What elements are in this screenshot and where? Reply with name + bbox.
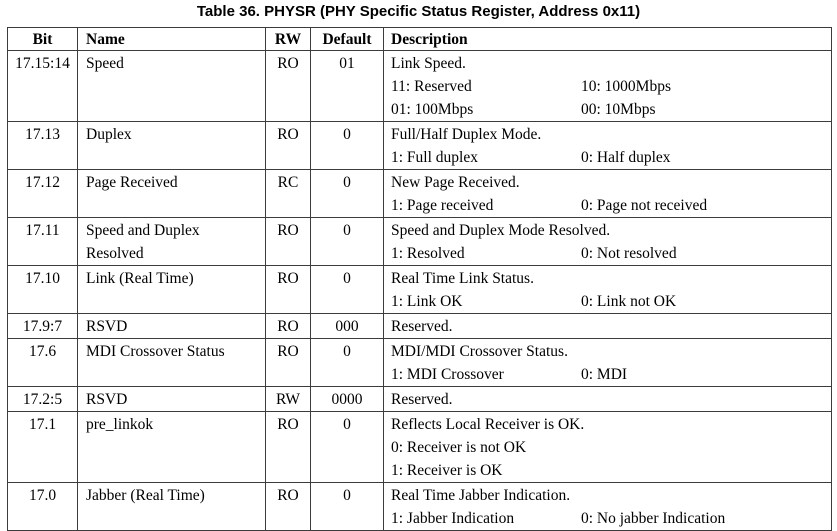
name-cell: RSVD bbox=[78, 314, 266, 339]
default-cell: 01 bbox=[311, 51, 384, 122]
description-line: Reserved. bbox=[391, 318, 453, 335]
register-table bbox=[7, 27, 832, 531]
default-cell: 0000 bbox=[311, 387, 384, 412]
description-line: Reserved. bbox=[391, 391, 453, 408]
default-cell: 0 bbox=[311, 122, 384, 170]
rw-cell: RO bbox=[266, 51, 311, 122]
table-row bbox=[8, 339, 832, 387]
name-cell: Speed and Duplex Resolved bbox=[78, 218, 266, 266]
rw-cell: RO bbox=[266, 339, 311, 387]
description-line: Full/Half Duplex Mode. bbox=[391, 126, 542, 143]
rw-cell: RO bbox=[266, 122, 311, 170]
rw-cell: RO bbox=[266, 218, 311, 266]
table-row bbox=[8, 483, 832, 531]
description-line: Link Speed. bbox=[391, 55, 466, 72]
description-line: 11: Reserved 10: 1000Mbps bbox=[391, 78, 671, 95]
bit-cell: 17.11 bbox=[8, 218, 78, 266]
description-cell bbox=[384, 218, 832, 266]
description-line: 1: MDI Crossover 0: MDI bbox=[391, 366, 628, 383]
description-line: Real Time Link Status. bbox=[391, 270, 534, 287]
description-line: 01: 100Mbps 00: 10Mbps bbox=[391, 101, 656, 118]
bit-cell: 17.0 bbox=[8, 483, 78, 531]
description-line: 0: Receiver is not OK bbox=[391, 439, 527, 456]
description-line: MDI/MDI Crossover Status. bbox=[391, 343, 568, 360]
description-cell bbox=[384, 412, 832, 483]
description-line: 1: Resolved 0: Not resolved bbox=[391, 245, 677, 262]
name-cell: MDI Crossover Status bbox=[78, 339, 266, 387]
rw-cell: RO bbox=[266, 314, 311, 339]
rw-cell: RC bbox=[266, 170, 311, 218]
bit-cell: 17.9:7 bbox=[8, 314, 78, 339]
bit-cell: 17.1 bbox=[8, 412, 78, 483]
bit-cell: 17.6 bbox=[8, 339, 78, 387]
table-row bbox=[8, 170, 832, 218]
description-cell bbox=[384, 339, 832, 387]
name-cell: pre_linkok bbox=[78, 412, 266, 483]
table-row bbox=[8, 314, 832, 339]
bit-cell: 17.13 bbox=[8, 122, 78, 170]
bit-cell: 17.10 bbox=[8, 266, 78, 314]
bit-cell: 17.15:14 bbox=[8, 51, 78, 122]
name-cell: RSVD bbox=[78, 387, 266, 412]
description-line: 1: Jabber Indication 0: No jabber Indication bbox=[391, 510, 726, 527]
description-cell bbox=[384, 122, 832, 170]
description-cell bbox=[384, 51, 832, 122]
default-cell: 000 bbox=[311, 314, 384, 339]
name-cell: Speed bbox=[78, 51, 266, 122]
description-line: Speed and Duplex Mode Resolved. bbox=[391, 222, 611, 239]
description-line: 1: Receiver is OK bbox=[391, 462, 503, 479]
description-line: Real Time Jabber Indication. bbox=[391, 487, 571, 504]
default-cell: 0 bbox=[311, 339, 384, 387]
description-line: 1: Link OK 0: Link not OK bbox=[391, 293, 677, 310]
table-row bbox=[8, 266, 832, 314]
rw-cell: RO bbox=[266, 266, 311, 314]
name-cell: Page Received bbox=[78, 170, 266, 218]
column-header-description: Description bbox=[384, 28, 832, 51]
description-line: 1: Page received 0: Page not received bbox=[391, 197, 708, 214]
default-cell: 0 bbox=[311, 266, 384, 314]
description-cell bbox=[384, 483, 832, 531]
description-cell bbox=[384, 387, 832, 412]
table-caption: Table 36. PHYSR (PHY Specific Status Register, Address 0x11) bbox=[196, 3, 641, 20]
description-line: New Page Received. bbox=[391, 174, 520, 191]
bit-cell: 17.2:5 bbox=[8, 387, 78, 412]
bit-cell: 17.12 bbox=[8, 170, 78, 218]
rw-cell: RO bbox=[266, 483, 311, 531]
register-table-body bbox=[8, 51, 832, 531]
rw-cell: RW bbox=[266, 387, 311, 412]
description-cell bbox=[384, 266, 832, 314]
name-cell: Jabber (Real Time) bbox=[78, 483, 266, 531]
description-line: Reflects Local Receiver is OK. bbox=[391, 416, 585, 433]
description-cell bbox=[384, 314, 832, 339]
table-row bbox=[8, 387, 832, 412]
table-row bbox=[8, 51, 832, 122]
rw-cell: RO bbox=[266, 412, 311, 483]
column-header-name: Name bbox=[78, 28, 266, 51]
name-cell: Duplex bbox=[78, 122, 266, 170]
header-row bbox=[8, 28, 832, 51]
description-line: 1: Full duplex 0: Half duplex bbox=[391, 149, 671, 166]
column-header-bit: Bit bbox=[8, 28, 78, 51]
default-cell: 0 bbox=[311, 218, 384, 266]
default-cell: 0 bbox=[311, 412, 384, 483]
column-header-rw: RW bbox=[266, 28, 311, 51]
table-row bbox=[8, 122, 832, 170]
column-header-default: Default bbox=[311, 28, 384, 51]
name-cell: Link (Real Time) bbox=[78, 266, 266, 314]
table-row bbox=[8, 218, 832, 266]
default-cell: 0 bbox=[311, 483, 384, 531]
table-row bbox=[8, 412, 832, 483]
default-cell: 0 bbox=[311, 170, 384, 218]
description-cell bbox=[384, 170, 832, 218]
